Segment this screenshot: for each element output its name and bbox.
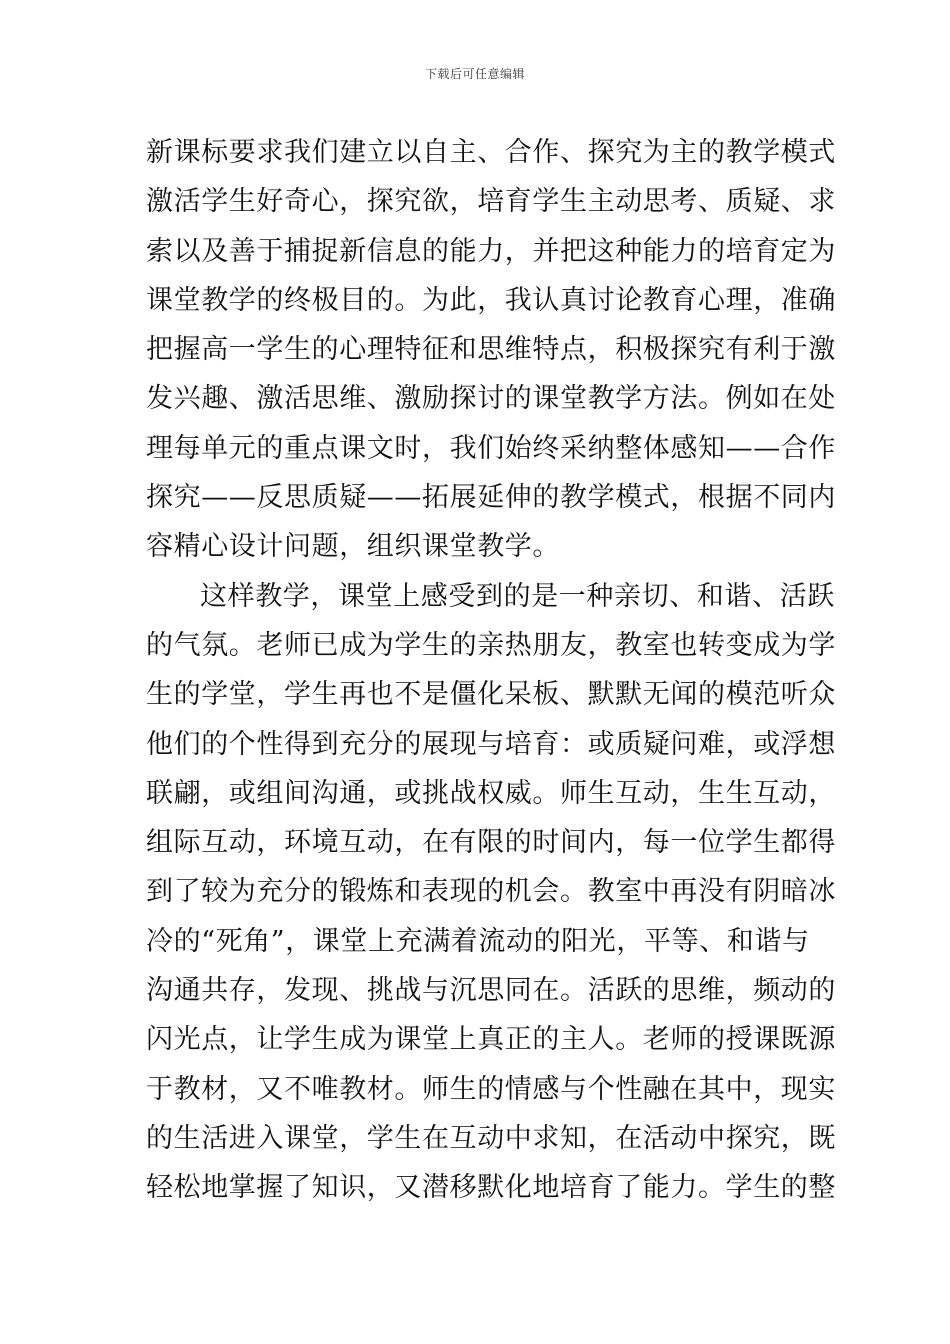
text-line: 生的学堂，学生再也不是僵化呆板、默默无闻的模范听众 bbox=[146, 679, 836, 711]
text-line: 发兴趣、激活思维、激励探讨的课堂教学方法。例如在处 bbox=[146, 383, 836, 415]
text-line: 激活学生好奇心，探究欲，培育学生主动思考、质疑、求 bbox=[146, 186, 836, 218]
text-line: 沟通共存，发现、挑战与沉思同在。活跃的思维，频动的 bbox=[146, 975, 836, 1007]
text-line: 组际互动，环境互动，在有限的时间内，每一位学生都得 bbox=[146, 827, 836, 859]
text-line: 把握高一学生的心理特征和思维特点，积极探究有利于激 bbox=[146, 334, 836, 366]
paragraph bbox=[146, 572, 836, 1213]
text-line: 索以及善于捕捉新信息的能力，并把这种能力的培育定为 bbox=[146, 235, 836, 267]
text-line: 于教材，又不唯教材。师生的情感与个性融在其中，现实 bbox=[146, 1073, 836, 1105]
text-line: 到了较为充分的锻炼和表现的机会。教室中再没有阴暗冰 bbox=[146, 876, 836, 908]
text-line: 容精心设计问题，组织课堂教学。 bbox=[146, 531, 560, 563]
text-line: 的生活进入课堂，学生在互动中求知，在活动中探究，既 bbox=[146, 1122, 836, 1154]
page-header: 下载后可任意编辑 bbox=[424, 67, 525, 81]
document-body bbox=[146, 128, 836, 1213]
text-line: 轻松地掌握了知识，又潜移默化地培育了能力。学生的整 bbox=[146, 1172, 836, 1204]
text-line: 的气氛。老师已成为学生的亲热朋友，教室也转变成为学 bbox=[146, 629, 836, 661]
text-line: 课堂教学的终极目的。为此，我认真讨论教育心理，准确 bbox=[146, 284, 836, 316]
text-line: 闪光点，让学生成为课堂上真正的主人。老师的授课既源 bbox=[146, 1024, 836, 1056]
text-line: 这样教学，课堂上感受到的是一种亲切、和谐、活跃 bbox=[200, 580, 835, 612]
text-line: 探究——反思质疑——拓展延伸的教学模式，根据不同内 bbox=[146, 482, 836, 514]
text-line: 冷的“死角”，课堂上充满着流动的阳光，平等、和谐与 bbox=[146, 925, 810, 957]
text-line: 理每单元的重点课文时，我们始终采纳整体感知——合作 bbox=[146, 432, 836, 464]
text-line: 他们的个性得到充分的展现与培育：或质疑问难，或浮想 bbox=[146, 728, 836, 760]
paragraph bbox=[146, 128, 836, 572]
text-line: 新课标要求我们建立以自主、合作、探究为主的教学模式 bbox=[146, 137, 836, 168]
text-line: 联翩，或组间沟通，或挑战权威。师生互动，生生互动， bbox=[146, 777, 836, 809]
